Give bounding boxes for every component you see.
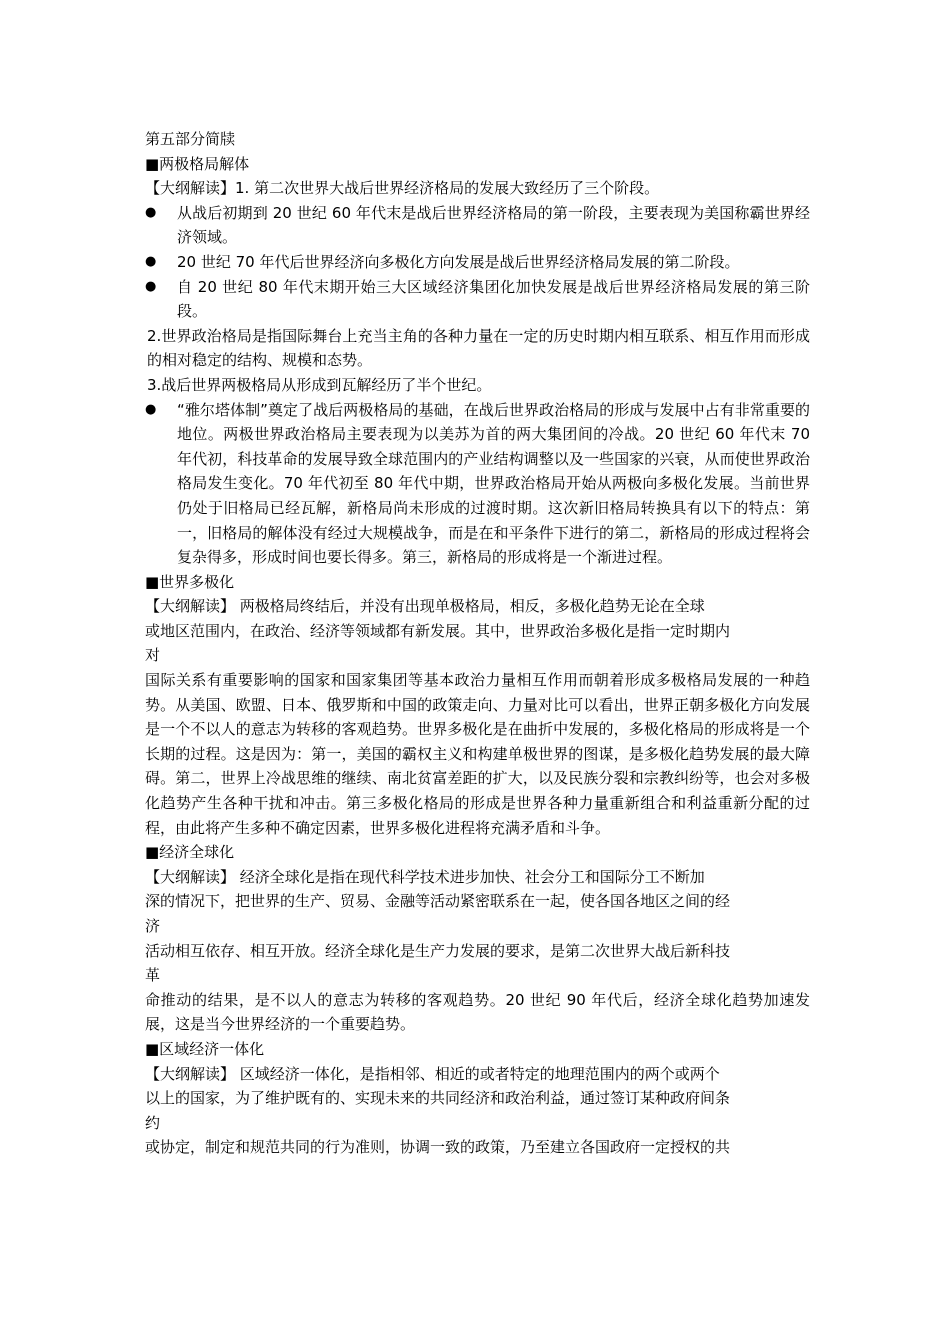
text-line: 或地区范围内，在政治、经济等领域都有新发展。其中，世界政治多极化是指一定时期内	[145, 621, 731, 640]
section-heading: ■经济全球化	[145, 843, 235, 862]
paragraph: 3.战后世界两极格局从形成到瓦解经历了半个世纪。	[147, 375, 492, 394]
text-line: 对	[145, 646, 161, 665]
text-line: 深的情况下，把世界的生产、贸易、金融等活动紧密联系在一起，使各国各地区之间的经	[145, 892, 731, 911]
text-line: 约	[145, 1113, 161, 1132]
text-line: 【大纲解读】 区域经济一体化，是指相邻、相近的或者特定的地理范围内的两个或两个	[145, 1064, 720, 1083]
bullet-text: 从战后初期到 20 世纪 60 年代末是战后世界经济格局的第一阶段，主要表现为美国称霸世界经济领域。	[177, 203, 810, 247]
text-line: 济	[145, 917, 161, 935]
document-body	[145, 127, 810, 1160]
text-line: 【大纲解读】 两极格局终结后，并没有出现单极格局，相反，多极化趋势无论在全球	[145, 597, 705, 616]
text-line: 以上的国家，为了维护既有的、实现未来的共同经济和政治利益，通过签订某种政府间条	[145, 1089, 731, 1108]
bullet-dot-icon: ●	[145, 253, 157, 269]
bullet-text: 自 20 世纪 80 年代末期开始三大区域经济集团化加快发展是战后世界经济格局发展的第三阶段。	[177, 277, 810, 321]
document-title: 第五部分简牍	[145, 130, 236, 148]
section-heading: ■两极格局解体	[145, 154, 250, 173]
section-heading: ■区域经济一体化	[145, 1039, 265, 1058]
bullet-dot-icon: ●	[145, 204, 157, 220]
bullet-text: “雅尔塔体制”奠定了战后两极格局的基础，在战后世界政治格局的形成与发展中占有非常重要的地位。两极世界政治格局主要表现为以美苏为首的两大集团间的冷战。20 世纪 60 年代末 70 年代初，科技革命的发展导致全球范围内的产业结构调整以及一些国家的兴衰，从而使世界政治格局发生变化。70 年代初至 80 年代中期，世界政治格局开始从两极向多极化发展。当前世界仍处于旧格局已经瓦解，新格局尚未形成的过渡时期。这次新旧格局转换具有以下的特点：第一，旧格局的解体没有经过大规模战争，而是在和平条件下进行的第二，新格局的形成过程将会复杂得多，形成时间也要长得多。第三，新格局的形成将是一个渐进过程。	[177, 400, 810, 567]
section-intro: 【大纲解读】1. 第二次世界大战后世界经济格局的发展大致经历了三个阶段。	[145, 179, 660, 198]
paragraph: 2.世界政治格局是指国际舞台上充当主角的各种力量在一定的历史时期内相互联系、相互作用而形成的相对稳定的结构、规模和态势。	[147, 326, 810, 370]
paragraph: 国际关系有重要影响的国家和国家集团等基本政治力量相互作用而朝着形成多极格局发展的一种趋势。从美国、欧盟、日本、俄罗斯和中国的政策走向、力量对比可以看出，世界正朝多极化方向发展是一个不以人的意志为转移的客观趋势。世界多极化是在曲折中发展的，多极化格局的形成将是一个长期的过程。这是因为：第一，美国的霸权主义和构建单极世界的图谋，是多极化趋势发展的最大障碍。第二，世界上冷战思维的继续、南北贫富差距的扩大，以及民族分裂和宗教纠纷等，也会对多极化趋势产生各种干扰和冲击。第三多极化格局的形成是世界各种力量重新组合和利益重新分配的过程，由此将产生多种不确定因素，世界多极化进程将充满矛盾和斗争。	[145, 671, 810, 837]
section-heading: ■世界多极化	[145, 572, 235, 591]
text-line: 革	[145, 966, 161, 985]
bullet-dot-icon: ●	[145, 401, 157, 417]
bullet-dot-icon: ●	[145, 278, 157, 294]
bullet-text: 20 世纪 70 年代后世界经济向多极化方向发展是战后世界经济格局发展的第二阶段。	[177, 252, 740, 271]
bullet-item	[145, 201, 810, 250]
text-line: 或协定，制定和规范共同的行为准则，协调一致的政策，乃至建立各国政府一定授权的共	[145, 1138, 731, 1157]
bullet-item	[145, 275, 810, 324]
bullet-item	[145, 398, 810, 570]
text-line: 活动相互依存、相互开放。经济全球化是生产力发展的要求，是第二次世界大战后新科技	[145, 941, 731, 960]
bullet-item	[145, 250, 810, 275]
paragraph: 命推动的结果，是不以人的意志为转移的客观趋势。20 世纪 90 年代后，经济全球化趋势加速发展，这是当今世界经济的一个重要趋势。	[145, 990, 810, 1034]
text-line: 【大纲解读】 经济全球化是指在现代科学技术进步加快、社会分工和国际分工不断加	[145, 867, 705, 886]
